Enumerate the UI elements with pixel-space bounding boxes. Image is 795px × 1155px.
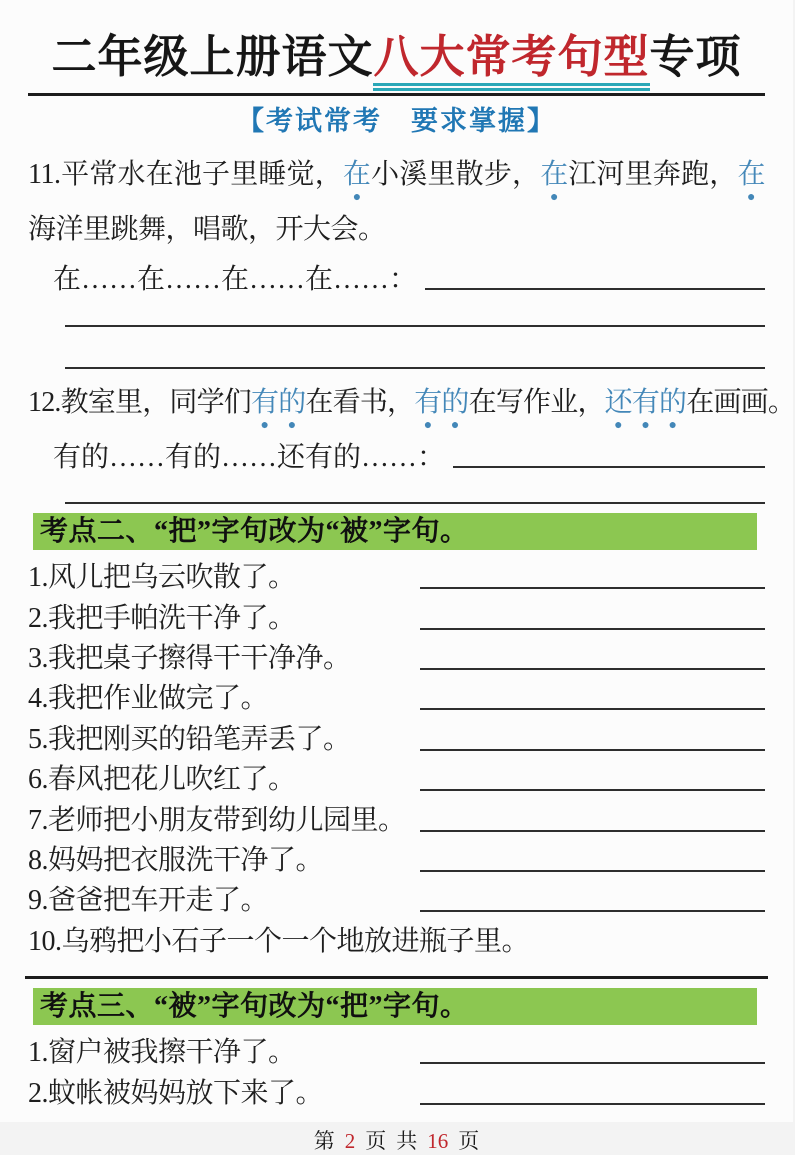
exercise-row bbox=[28, 636, 765, 676]
sentence-text: 1.窗户被我擦干净了。 bbox=[28, 1037, 296, 1069]
answer-blank-line bbox=[65, 367, 765, 369]
exercise-row bbox=[28, 1030, 765, 1070]
answer-blank-line bbox=[420, 1062, 765, 1064]
exercise-row bbox=[28, 716, 765, 756]
exercise-list-2 bbox=[28, 555, 765, 959]
title-right: 专项 bbox=[649, 32, 742, 82]
sentence-12 bbox=[28, 381, 795, 433]
answer-blank-line bbox=[420, 870, 765, 872]
exercise-row bbox=[28, 555, 765, 595]
section-divider bbox=[25, 976, 768, 979]
sentence-segment: 江河里奔跑， bbox=[568, 158, 738, 190]
answer-blank-line bbox=[425, 288, 765, 290]
page-title bbox=[0, 0, 793, 85]
exercise-list-3 bbox=[28, 1030, 765, 1111]
footer-suffix: 页 bbox=[458, 1128, 480, 1153]
answer-blank-line bbox=[420, 668, 765, 670]
answer-blank-line bbox=[420, 587, 765, 589]
exercise-row bbox=[28, 676, 765, 716]
pattern-row-12 bbox=[53, 433, 765, 475]
pattern-11-label: 在……在……在……在……： bbox=[53, 263, 418, 295]
sentence-text: 3.我把桌子擦得干干净净。 bbox=[28, 643, 351, 675]
footer-prefix: 第 bbox=[313, 1128, 335, 1153]
title-left: 二年级上册语文 bbox=[51, 32, 374, 82]
title-highlight: 八大常考句型 bbox=[373, 32, 649, 91]
exercise-row bbox=[28, 838, 765, 878]
footer-total-pages: 16 bbox=[427, 1128, 449, 1153]
title-divider bbox=[28, 93, 765, 96]
sentence-text: 8.妈妈把衣服洗干净了。 bbox=[28, 845, 324, 877]
section-heading-2: 考点二、“把”字句改为“被”字句。 bbox=[33, 513, 757, 550]
answer-blank-line bbox=[65, 502, 765, 504]
sentence-text: 2.我把手帕洗干净了。 bbox=[28, 602, 296, 634]
answer-blank-line bbox=[420, 910, 765, 912]
sentence-segment: 在画画。 bbox=[686, 386, 795, 418]
answer-blank-line bbox=[420, 628, 765, 630]
answer-blank-line bbox=[453, 466, 765, 468]
exercise-row bbox=[28, 1070, 765, 1110]
emphasized-word: 在 bbox=[737, 158, 765, 190]
sentence-segment: 在看书， bbox=[305, 386, 415, 418]
sentence-text: 1.风儿把乌云吹散了。 bbox=[28, 562, 296, 594]
pattern-12-label: 有的……有的……还有的……： bbox=[53, 441, 446, 473]
emphasized-word: 还有的 bbox=[604, 386, 687, 418]
exercise-row bbox=[28, 878, 765, 918]
emphasized-word: 有的 bbox=[414, 386, 469, 418]
footer-page-number: 2 bbox=[344, 1128, 356, 1153]
page-footer bbox=[28, 1125, 765, 1155]
exercise-row bbox=[28, 918, 765, 958]
footer-mid1: 页 bbox=[365, 1128, 387, 1153]
answer-blank-line bbox=[420, 749, 765, 751]
subtitle: 【考试常考 要求掌握】 bbox=[237, 105, 556, 136]
sentence-segment: 小溪里散步， bbox=[371, 158, 541, 190]
sentence-segment: 11.平常水在池子里睡觉， bbox=[28, 158, 343, 190]
sentence-text: 5.我把刚买的铅笔弄丢了。 bbox=[28, 723, 351, 755]
exercise-row bbox=[28, 797, 765, 837]
answer-blank-line bbox=[420, 830, 765, 832]
answer-blank-line bbox=[420, 789, 765, 791]
emphasized-word: 有的 bbox=[251, 386, 306, 418]
answer-blank-line bbox=[65, 325, 765, 327]
answer-blank-line bbox=[420, 708, 765, 710]
exercise-row bbox=[28, 595, 765, 635]
emphasized-word: 在 bbox=[540, 158, 569, 190]
sentence-segment: 在写作业， bbox=[468, 386, 605, 418]
pattern-row-11 bbox=[53, 255, 765, 297]
footer-mid2: 共 bbox=[396, 1128, 418, 1153]
exercise-row bbox=[28, 757, 765, 797]
sentence-segment: 海洋里跳舞，唱歌，开大会。 bbox=[28, 213, 386, 245]
sentence-segment: 12.教室里，同学们 bbox=[28, 386, 252, 418]
sentence-text: 7.老师把小朋友带到幼儿园里。 bbox=[28, 804, 406, 836]
sentence-text: 10.乌鸦把小石子一个一个地放进瓶子里。 bbox=[28, 925, 530, 957]
section-heading-3: 考点三、“被”字句改为“把”字句。 bbox=[33, 988, 757, 1025]
emphasized-word: 在 bbox=[342, 158, 372, 190]
sentence-text: 4.我把作业做完了。 bbox=[28, 683, 269, 715]
answer-blank-line bbox=[420, 1103, 765, 1105]
sentence-text: 9.爸爸把车开走了。 bbox=[28, 885, 269, 917]
sentence-text: 6.春风把花儿吹红了。 bbox=[28, 764, 296, 796]
sentence-text: 2.蚊帐被妈妈放下来了。 bbox=[28, 1077, 324, 1109]
sentence-11 bbox=[28, 150, 765, 255]
worksheet-body bbox=[0, 150, 793, 1155]
